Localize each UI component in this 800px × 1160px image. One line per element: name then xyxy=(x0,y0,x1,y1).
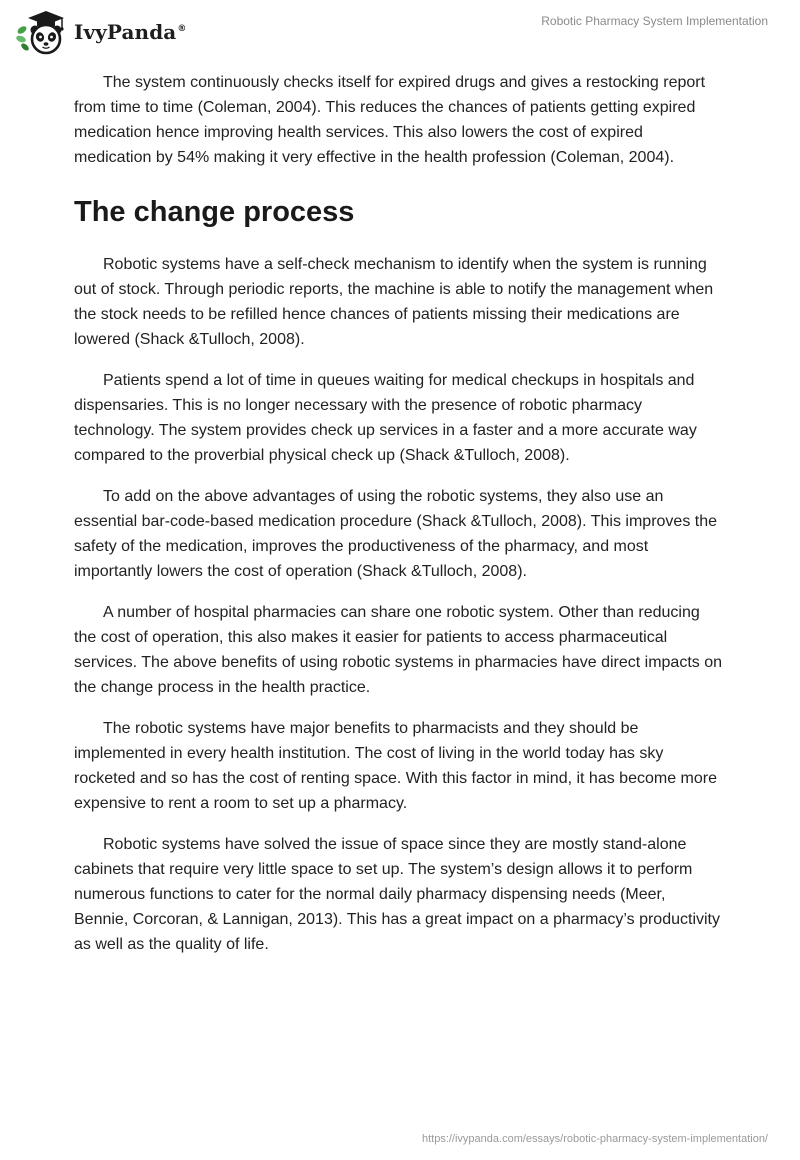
body-paragraph: The robotic systems have major benefits to pharmacists and they should be implemented in every health institution. The cost of living in the world today has sky rocketed and so has the cost of renting space. With this factor in mind, it has become more expensive to rent a room to set up a pharmacy. xyxy=(74,720,717,812)
brand-name xyxy=(74,20,186,44)
intro-paragraph: The system continuously checks itself for expired drugs and gives a restocking report from time to time (Coleman, 2004). This reduces the chances of patients getting expired medication hence improving health services. This also lowers the cost of expired medication by 54% making it very effective in the health profession (Coleman, 2004). xyxy=(74,74,706,166)
body-paragraph: A number of hospital pharmacies can share one robotic system. Other than reducing the cost of operation, this also makes it easier for patients to access pharmaceutical services. The above benefits of using robotic systems in pharmacies have direct impacts on the change process in the health practice. xyxy=(74,604,723,696)
page-header xyxy=(0,0,800,60)
brand-label: IvyPanda xyxy=(74,20,177,44)
essay-body xyxy=(74,70,724,973)
ivypanda-logo[interactable] xyxy=(14,8,186,56)
body-paragraph: Patients spend a lot of time in queues waiting for medical checkups in hospitals and dispensaries. This is no longer necessary with the presence of robotic pharmacy technology. The system provides check up services in a faster and a more accurate way compared to the proverbial physical check up (Shack &Tulloch, 2008). xyxy=(74,372,697,464)
body-paragraph: To add on the above advantages of using the robotic systems, they also use an essential bar-code-based medication procedure (Shack &Tulloch, 2008). This improves the safety of the medication, improves the productiveness of the pharmacy, and most importantly lowers the cost of operation (Shack &Tulloch, 2008). xyxy=(74,488,717,580)
document-title: Robotic Pharmacy System Implementation xyxy=(541,14,768,28)
body-paragraph: Robotic systems have a self-check mechanism to identify when the system is running out of stock. Through periodic reports, the machine is able to notify the management when the stock needs to be refilled hence chances of patients missing their medications are lowered (Shack &Tulloch, 2008). xyxy=(74,256,714,348)
registered-mark: ® xyxy=(177,24,187,35)
panda-graduate-logo-icon xyxy=(14,8,68,56)
source-url-link[interactable]: https://ivypanda.com/essays/robotic-pharmacy-system-implementation/ xyxy=(421,1133,768,1145)
section-heading: The change process xyxy=(74,196,355,228)
body-paragraph: Robotic systems have solved the issue of space since they are mostly stand-alone cabinets that require very little space to set up. The system’s design allows it to perform numerous functions to cater for the normal daily pharmacy dispensing needs (Meer, Bennie, Corcoran, & Lannigan, 2013). This has a great impact on a pharmacy’s productivity as well as the quality of life. xyxy=(74,836,720,953)
